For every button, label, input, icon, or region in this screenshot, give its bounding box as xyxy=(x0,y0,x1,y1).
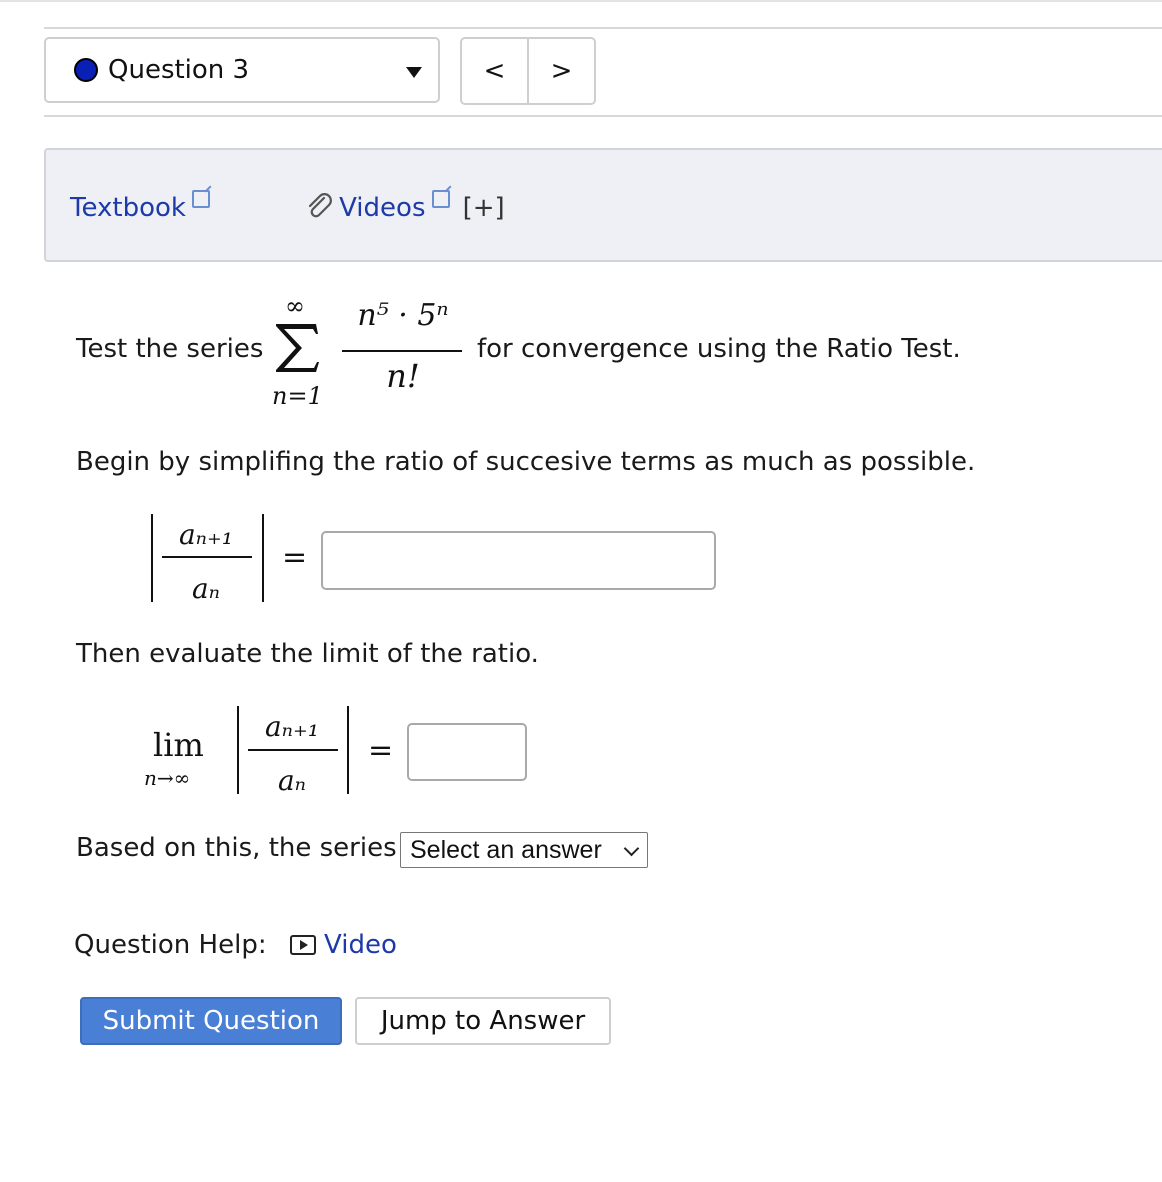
conclusion-select[interactable] xyxy=(400,832,648,868)
question-help-label: Question Help: xyxy=(74,930,267,960)
video-play-icon xyxy=(290,935,316,955)
problem-intro: Test the series xyxy=(76,334,264,364)
header-divider-top xyxy=(44,27,1162,29)
ratio-denominator: aₙ xyxy=(191,572,221,605)
help-panel xyxy=(44,148,1162,262)
ratio-numerator: aₙ₊₁ xyxy=(178,518,234,551)
top-divider xyxy=(0,0,1162,2)
videos-expand-toggle[interactable]: [+] xyxy=(462,193,505,223)
series-denominator: n! xyxy=(386,357,420,395)
limit-ratio-denominator: aₙ xyxy=(277,764,307,797)
question-select-label: Question 3 xyxy=(108,55,250,85)
question-help-video-link[interactable] xyxy=(290,930,397,960)
abs-bar-right xyxy=(262,514,264,602)
question-nav xyxy=(460,37,596,105)
external-link-icon xyxy=(432,190,450,208)
step2-instruction: Then evaluate the limit of the ratio. xyxy=(76,639,539,669)
prev-question-button[interactable]: < xyxy=(483,56,506,86)
question-status-dot xyxy=(74,58,98,82)
conclusion-select-value: Select an answer xyxy=(410,835,602,864)
summation-icon xyxy=(272,322,322,374)
sum-upper-limit: ∞ xyxy=(285,292,305,320)
limit-answer-input[interactable] xyxy=(407,723,527,781)
sum-lower-limit: n=1 xyxy=(272,382,323,410)
limit-equals: = xyxy=(368,733,394,768)
header-divider-bottom xyxy=(44,115,1162,117)
limit-abs-bar-right xyxy=(347,706,349,794)
limit-operator: lim xyxy=(153,726,204,764)
textbook-link-label: Textbook xyxy=(70,193,186,223)
next-question-button[interactable]: > xyxy=(527,39,594,103)
question-help-video-label: Video xyxy=(324,930,397,960)
limit-abs-bar-left xyxy=(237,706,239,794)
submit-question-button[interactable]: Submit Question xyxy=(80,997,342,1045)
ratio-fraction-bar xyxy=(162,556,252,558)
abs-bar-left xyxy=(151,514,153,602)
ratio-answer-input[interactable] xyxy=(321,531,716,590)
fraction-bar xyxy=(342,350,462,352)
limit-fraction-bar xyxy=(248,749,338,751)
limit-ratio-numerator: aₙ₊₁ xyxy=(264,710,320,743)
jump-to-answer-button[interactable]: Jump to Answer xyxy=(355,997,611,1045)
step1-instruction: Begin by simplifing the ratio of succesive terms as much as possible. xyxy=(76,447,976,477)
videos-link[interactable]: Videos xyxy=(339,193,426,223)
limit-subscript: n→∞ xyxy=(144,766,191,790)
ratio-equals: = xyxy=(282,540,308,575)
paperclip-icon xyxy=(304,192,334,222)
chevron-down-icon xyxy=(624,841,640,857)
question-select[interactable] xyxy=(44,37,440,103)
problem-suffix: for convergence using the Ratio Test. xyxy=(477,334,961,364)
caret-down-icon xyxy=(406,67,422,78)
textbook-link[interactable] xyxy=(70,190,210,223)
series-numerator: n⁵ · 5ⁿ xyxy=(357,298,449,333)
external-link-icon xyxy=(192,190,210,208)
conclusion-prefix: Based on this, the series xyxy=(76,833,397,863)
videos-link-group xyxy=(304,190,505,223)
